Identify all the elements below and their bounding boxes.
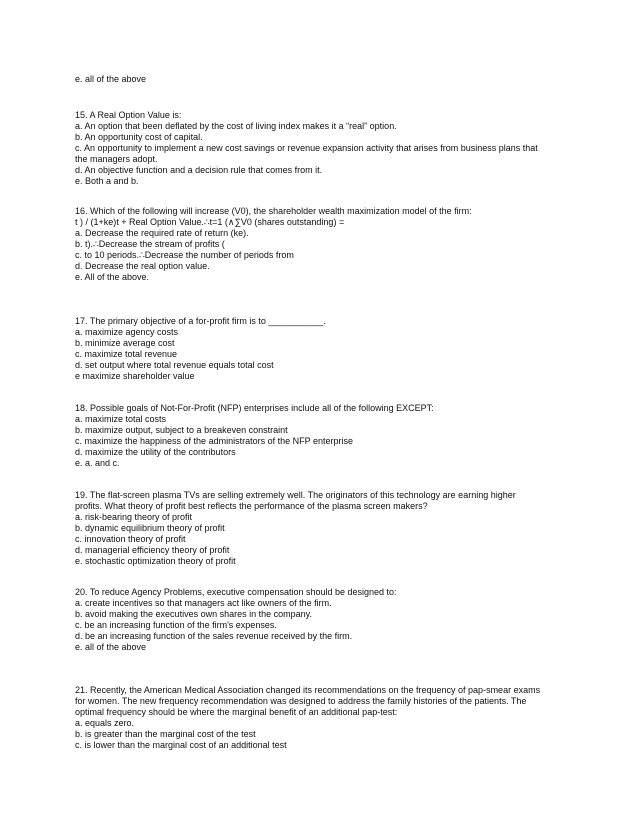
- text-line: c. maximize the happiness of the administrators of the NFP enterprise: [75, 436, 353, 446]
- question-20-title: 20. To reduce Agency Problems, executive compensation should be designed to:: [75, 587, 397, 597]
- text-line: for women. The new frequency recommendation was designed to address the family histories of the patients. The: [75, 696, 527, 706]
- text-line: c. be an increasing function of the firm's expenses.: [75, 620, 277, 630]
- text-line: a. risk-bearing theory of profit: [75, 512, 193, 522]
- text-line: d. set output where total revenue equals total cost: [75, 360, 274, 370]
- question-19-title: 19. The flat-screen plasma TVs are selling extremely well. The originators of this technology are earning higher: [75, 490, 516, 500]
- text-line: optimal frequency should be where the marginal benefit of an additional pap-test:: [75, 707, 398, 717]
- text-line: a. create incentives so that managers act like owners of the firm.: [75, 598, 332, 608]
- text-line: b. minimize average cost: [75, 338, 175, 348]
- text-line: e. a. and c.: [75, 458, 120, 468]
- text-line: a. maximize agency costs: [75, 327, 179, 337]
- text-line: c. An opportunity to implement a new cost savings or revenue expansion activity that arises from business plans that: [75, 143, 538, 153]
- question-16-title: 16. Which of the following will increase (V0), the shareholder wealth maximization model of the firm:: [75, 206, 472, 216]
- formula-line: t ) / (1+ke)t + Real Option Value.∴t=1 (∧∑V0 (shares outstanding) =: [75, 217, 345, 227]
- text-line: d. An objective function and a decision rule that comes from it.: [75, 165, 323, 175]
- text-line: b. An opportunity cost of capital.: [75, 132, 203, 142]
- text-line: e. All of the above.: [75, 272, 150, 282]
- text-line: a. equals zero.: [75, 718, 135, 728]
- question-15-title: 15. A Real Option Value is:: [75, 110, 182, 120]
- text-line: profits. What theory of profit best reflects the performance of the plasma screen makers?: [75, 501, 428, 511]
- text-line: e. stochastic optimization theory of profit: [75, 556, 236, 566]
- question-18-title: 18. Possible goals of Not-For-Profit (NFP) enterprises include all of the following EXCEPT:: [75, 403, 434, 413]
- text-line: a. maximize total costs: [75, 414, 167, 424]
- text-line: c. maximize total revenue: [75, 349, 178, 359]
- text-line: d. managerial efficiency theory of profit: [75, 545, 230, 555]
- text-line: d. Decrease the real option value.: [75, 261, 210, 271]
- text-line: e. all of the above: [75, 74, 147, 84]
- text-line: b. is greater than the marginal cost of the test: [75, 729, 256, 739]
- text-line: the managers adopt.: [75, 154, 158, 164]
- text-line: a. Decrease the required rate of return (ke).: [75, 228, 249, 238]
- text-line: e. Both a and b.: [75, 176, 139, 186]
- text-line: c. is lower than the marginal cost of an additional test: [75, 740, 287, 750]
- text-line: b. avoid making the executives own shares in the company.: [75, 609, 312, 619]
- text-line: a. An option that been deflated by the cost of living index makes it a “real” option.: [75, 121, 397, 131]
- text-line: c. innovation theory of profit: [75, 534, 186, 544]
- text-line: c. to 10 periods.∴Decrease the number of periods from: [75, 250, 294, 260]
- text-line: d. be an increasing function of the sales revenue received by the firm.: [75, 631, 353, 641]
- text-line: e. all of the above: [75, 642, 147, 652]
- text-line: d. maximize the utility of the contributors: [75, 447, 236, 457]
- question-17-title: 17. The primary objective of a for-profit firm is to ___________.: [75, 316, 326, 326]
- text-line: b. dynamic equilibrium theory of profit: [75, 523, 225, 533]
- text-line: b. maximize output, subject to a breakeven constraint: [75, 425, 288, 435]
- text-line: b. t).∴Decrease the stream of profits (: [75, 239, 225, 249]
- question-21-title: 21. Recently, the American Medical Association changed its recommendations on the frequency of pap-smear exams: [75, 685, 541, 695]
- text-line: e maximize shareholder value: [75, 371, 195, 381]
